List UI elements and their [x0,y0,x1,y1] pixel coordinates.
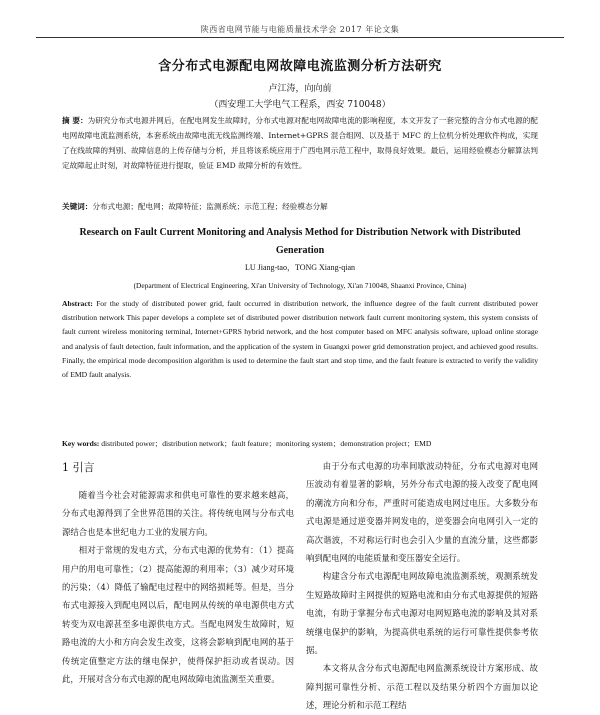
abstract-cn-text: 为研究分布式电源并网后，在配电网发生故障时，分布式电源对配电网故障电流的影响程度，本文开发了一套完整的含分布式电源的配电网故障电流监测系统，本套系统由故障电流无线监测终端、Internet+GPRS 混合组网、以及基于 MFC 的上位机分析处理软件构成，实现了在线故障的判别、故障信息的上传存储与分析，并且将该系统应用于广西电网示范工程中，取得良好效果。最后，运用经验模态分解算法判定故障起止时刻，对故障特征进行提取，验证 EMD 故障分析的有效性。 [62,116,538,170]
body-column-left [62,486,294,688]
keywords-en [62,438,538,449]
body-column-right [306,457,538,715]
body-paragraph: 本文将从含分布式电源配电网监测系统设计方案形成、故障判据可靠性分析、示范工程以及结果分析四个方面加以论述，理论分析和示范工程结 [306,663,538,711]
title-cn: 含分布式电源配电网故障电流监测分析方法研究 [158,59,442,74]
authors-en: LU Jiang-tao，TONG Xiang-qian [244,263,356,272]
affiliation-cn: （西安理工大学电气工程系，西安 710048） [209,100,391,110]
body-paragraph: 由于分布式电源的功率间歇波动特征，分布式电源对电网压波动有着显著的影响，另外分布式电源的接入改变了配电网的潮流方向和分布，严重时可能造成电网过电压。大多数分布式电源是通过逆变器并网发电的，逆变器会向电网引入一定的高次谐波，不对称运行时也会引入少量的直流分量，这些都影响到配电网的电能质量和变压器安全运行。 [306,461,538,564]
abstract-en [62,297,538,382]
keywords-cn-text: 分布式电源；配电网；故障特征；监测系统；示范工程；经验模态分解 [92,202,328,211]
authors-cn: 卢江涛，向向前 [268,84,332,94]
section-heading-introduction: 1 引言 [62,461,95,474]
body-paragraph: 随着当今社会对能源需求和供电可靠性的要求越来越高，分布式电源得到了全世界范围的关注。将传统电网与分布式电源结合也是本世纪电力工业的发展方向。 [62,490,294,537]
abstract-en-text: For the study of distributed power grid, fault occurred in distribution network, the influence degree of the fault current distributed power distribution network This paper develops a complete set of distributed power distribution network fault current monitoring system, this system consists of fault current wireless monitoring terminal, Internet+GPRS hybrid network, and the host computer based on MFC analysis software, upload online storage and analysis of fault detection, fault information, and the application of the system in Guangxi power grid demonstration project, and achieved good results. Finally, the empirical mode decomposition algorithm is used to determine the fault start and stop time, and the fault feature is extracted to verify the validity of EMD fault analysis. [62,299,538,380]
body-paragraph: 相对于常规的发电方式，分布式电源的优势有：（1）提高用户的用电可靠性；（2）提高能源的利用率；（3）减少对环境的污染；（4）降低了输配电过程中的网络损耗等。但是，当分布式电源接入到配电网以后，配电网从传统的单电源供电方式转变为双电源甚至多电源供电方式。当配电网发生故障时，短路电流的大小和方向会发生改变，这将会影响到配电网的基于传统定值整定方法的继电保护，使得保护拒动或者误动。因此，开展对含分布式电源的配电网故障电流监测至关重要。 [62,545,294,685]
abstract-cn-label: 摘 要： [62,116,88,125]
keywords-en-label: Key words: [62,439,100,448]
keywords-en-text: distributed power；distribution network；fault feature；monitoring system；demonstration project；EMD [101,439,432,448]
title-en: Research on Fault Current Monitoring and Analysis Method for Distribution Network with Distributed Generation [79,227,521,256]
abstract-en-label: Abstract: [62,299,93,308]
header-rule [36,37,564,38]
abstract-cn [62,113,538,173]
running-header: 陕西省电网节能与电能质量技术学会 2017 年论文集 [200,25,400,34]
affiliation-en: (Department of Electrical Engineering, Xi'an University of Technology, Xi'an 710048, Shaanxi Province, China) [133,281,467,290]
keywords-cn-label: 关键词： [62,202,93,211]
keywords-cn [62,201,538,212]
body-paragraph: 构建含分布式电源配电网故障电流监测系统，观测系统发生短路故障时主网提供的短路电流和由分布式电源提供的短路电流，有助于掌握分布式电源对电网短路电流的影响及其对系统继电保护的影响，为提高供电系统的运行可靠性提供参考依据。 [306,571,538,656]
